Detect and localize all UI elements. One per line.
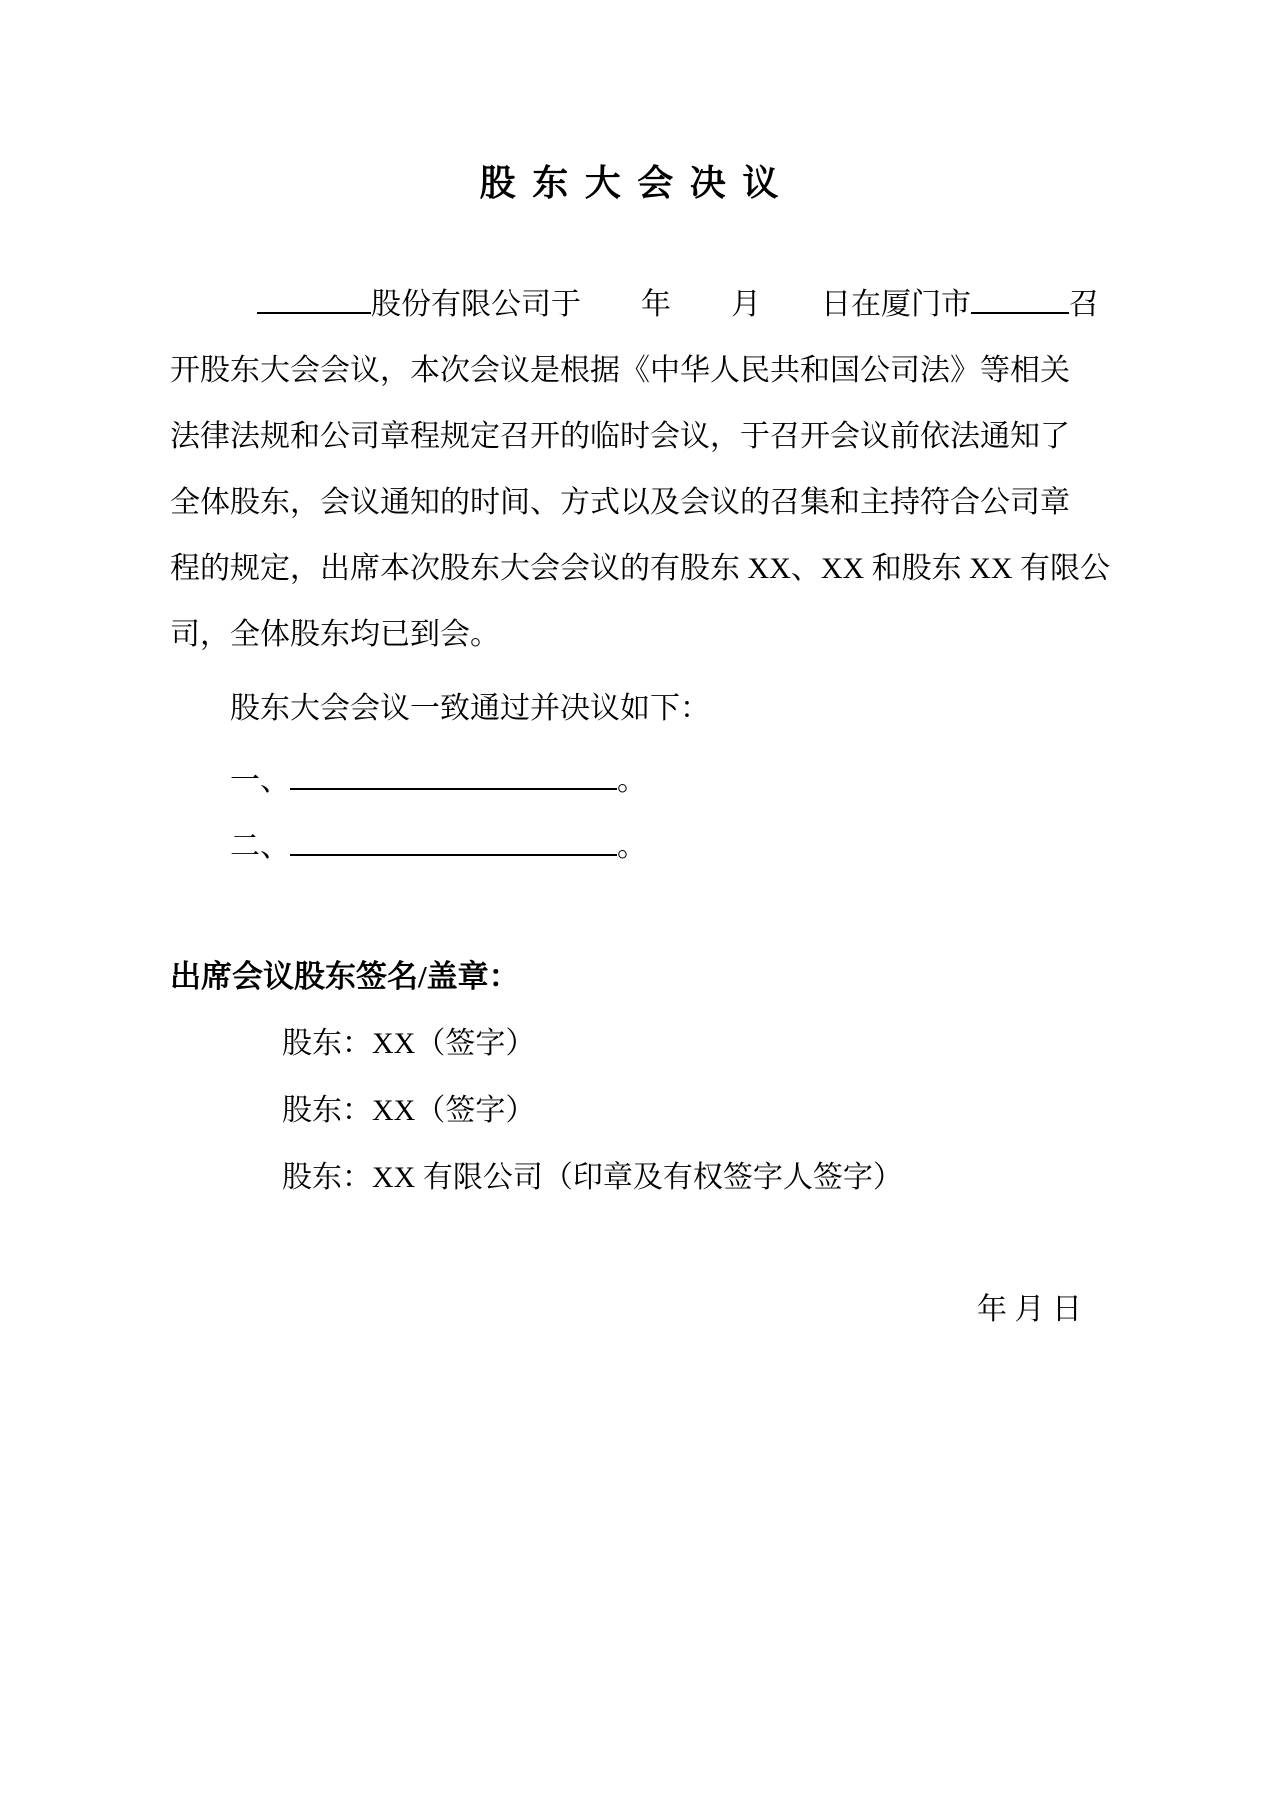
resolution-2-blank-underline xyxy=(290,820,617,856)
location-blank-underline xyxy=(971,278,1069,314)
resolution-1-suffix: 。 xyxy=(617,764,647,797)
resolution-1-label: 一、 xyxy=(230,764,290,797)
resolution-intro-text: 股东大会会议一致通过并决议如下： xyxy=(230,692,710,725)
signature-line-shareholder-2: 股东：XX（签字） xyxy=(282,1094,536,1127)
resolution-item-1 xyxy=(170,748,1090,814)
resolution-1-blank-underline xyxy=(290,754,617,790)
paragraph-line-3: 法律法规和公司章程规定召开的临时会议，于召开会议前依法通知了 xyxy=(170,420,1070,453)
company-name-blank-underline xyxy=(257,278,371,314)
signature-line-shareholder-1: 股东：XX（签字） xyxy=(282,1027,536,1060)
signature-section-heading: 出席会议股东签名/盖章： xyxy=(170,959,520,994)
resolution-intro-line xyxy=(170,676,1090,742)
paragraph-line-1-text: 股份有限公司于 年 月 日在厦门市 xyxy=(371,288,971,321)
paragraph-line-1 xyxy=(170,272,1099,338)
document-title: 股 东 大 会 决 议 xyxy=(479,163,781,204)
resolution-2-label: 二、 xyxy=(230,830,290,863)
paragraph-line-2: 开股东大会会议，本次会议是根据《中华人民共和国公司法》等相关 xyxy=(170,354,1070,387)
signature-line-shareholder-3: 股东：XX 有限公司（印章及有权签字人签字） xyxy=(282,1161,903,1194)
opening-paragraph xyxy=(170,272,1110,668)
paragraph-line-5: 程的规定，出席本次股东大会会议的有股东 XX、XX 和股东 XX 有限公 xyxy=(170,552,1110,585)
paragraph-line-1-tail: 召 xyxy=(1069,288,1099,321)
resolution-item-2 xyxy=(170,814,1090,880)
date-line: 年 月 日 xyxy=(977,1293,1082,1326)
resolution-2-suffix: 。 xyxy=(617,830,647,863)
paragraph-line-6: 司，全体股东均已到会。 xyxy=(170,618,500,651)
paragraph-line-4: 全体股东，会议通知的时间、方式以及会议的召集和主持符合公司章 xyxy=(170,486,1070,519)
